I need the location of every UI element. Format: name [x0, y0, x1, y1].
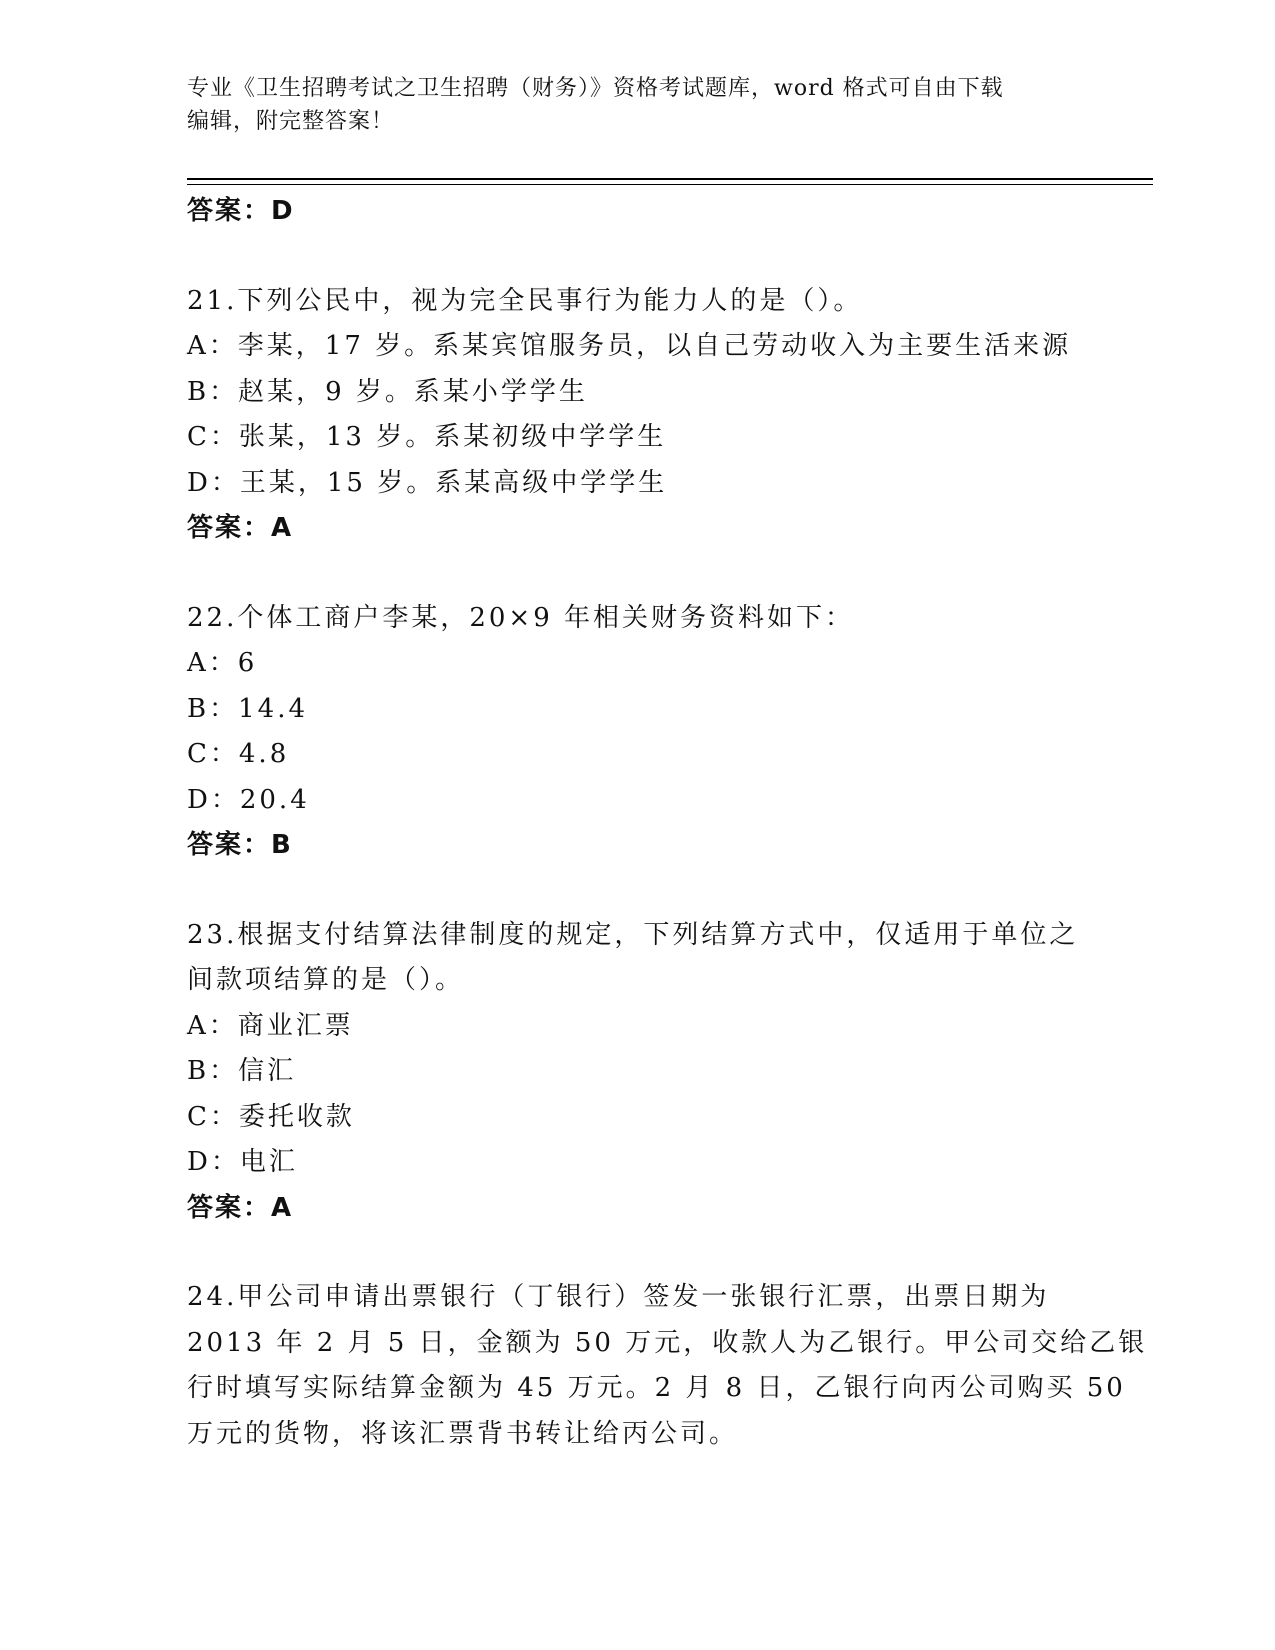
option-c: C：委托收款 — [187, 1101, 355, 1132]
option-c: C：张某，13 岁。系某初级中学学生 — [187, 422, 667, 452]
option-b: B：信汇 — [187, 1056, 297, 1086]
option-d: D：20.4 — [187, 784, 310, 815]
option-a: A：李某，17 岁。系某宾馆服务员，以自己劳动收入为主要生活来源 — [187, 331, 1072, 361]
document-header — [187, 72, 1067, 138]
previous-answer: 答案：D — [187, 196, 295, 226]
spacer — [187, 869, 1087, 913]
question-stem: 24.甲公司申请出票银行（丁银行）签发一张银行汇票，出票日期为 — [187, 1282, 1050, 1312]
question-stem: 21.下列公民中，视为完全民事行为能力人的是（）。 — [187, 285, 863, 316]
option-a: A：6 — [187, 648, 258, 678]
option-c: C：4.8 — [187, 739, 290, 769]
question-22 — [187, 596, 1087, 869]
answer: 答案：A — [187, 513, 294, 543]
question-24 — [187, 1275, 1148, 1457]
question-stem-continued: 万元的货物，将该汇票背书转让给丙公司。 — [187, 1418, 739, 1449]
option-b: B：赵某，9 岁。系某小学学生 — [187, 376, 588, 407]
question-stem-continued: 间款项结算的是（）。 — [187, 965, 465, 995]
header-line-2: 编辑，附完整答案！ — [187, 109, 395, 134]
option-d: D：王某，15 岁。系某高级中学学生 — [187, 467, 668, 498]
question-stem-continued: 2013 年 2 月 5 日，金额为 50 万元，收款人为乙银行。甲公司交给乙银 — [187, 1327, 1148, 1358]
spacer — [187, 235, 1087, 279]
option-a: A：商业汇票 — [187, 1010, 354, 1041]
header-divider — [187, 178, 1153, 180]
question-stem: 23.根据支付结算法律制度的规定，下列结算方式中，仅适用于单位之 — [187, 919, 1079, 950]
header-line-1: 专业《卫生招聘考试之卫生招聘（财务）》资格考试题库，word 格式可自由下载 — [187, 76, 1004, 101]
answer: 答案：A — [187, 1192, 294, 1223]
question-stem: 22.个体工商户李某，20×9 年相关财务资料如下： — [187, 602, 855, 633]
answer: 答案：B — [187, 830, 293, 860]
question-23 — [187, 913, 1087, 1232]
spacer — [187, 552, 1087, 596]
question-21 — [187, 279, 1087, 552]
option-d: D：电汇 — [187, 1147, 298, 1177]
option-b: B：14.4 — [187, 693, 308, 724]
header-divider-thin — [187, 184, 1153, 185]
spacer — [187, 1231, 1087, 1275]
question-content — [187, 189, 1148, 1457]
question-stem-continued: 行时填写实际结算金额为 45 万元。2 月 8 日，乙银行向丙公司购买 50 — [187, 1373, 1126, 1403]
